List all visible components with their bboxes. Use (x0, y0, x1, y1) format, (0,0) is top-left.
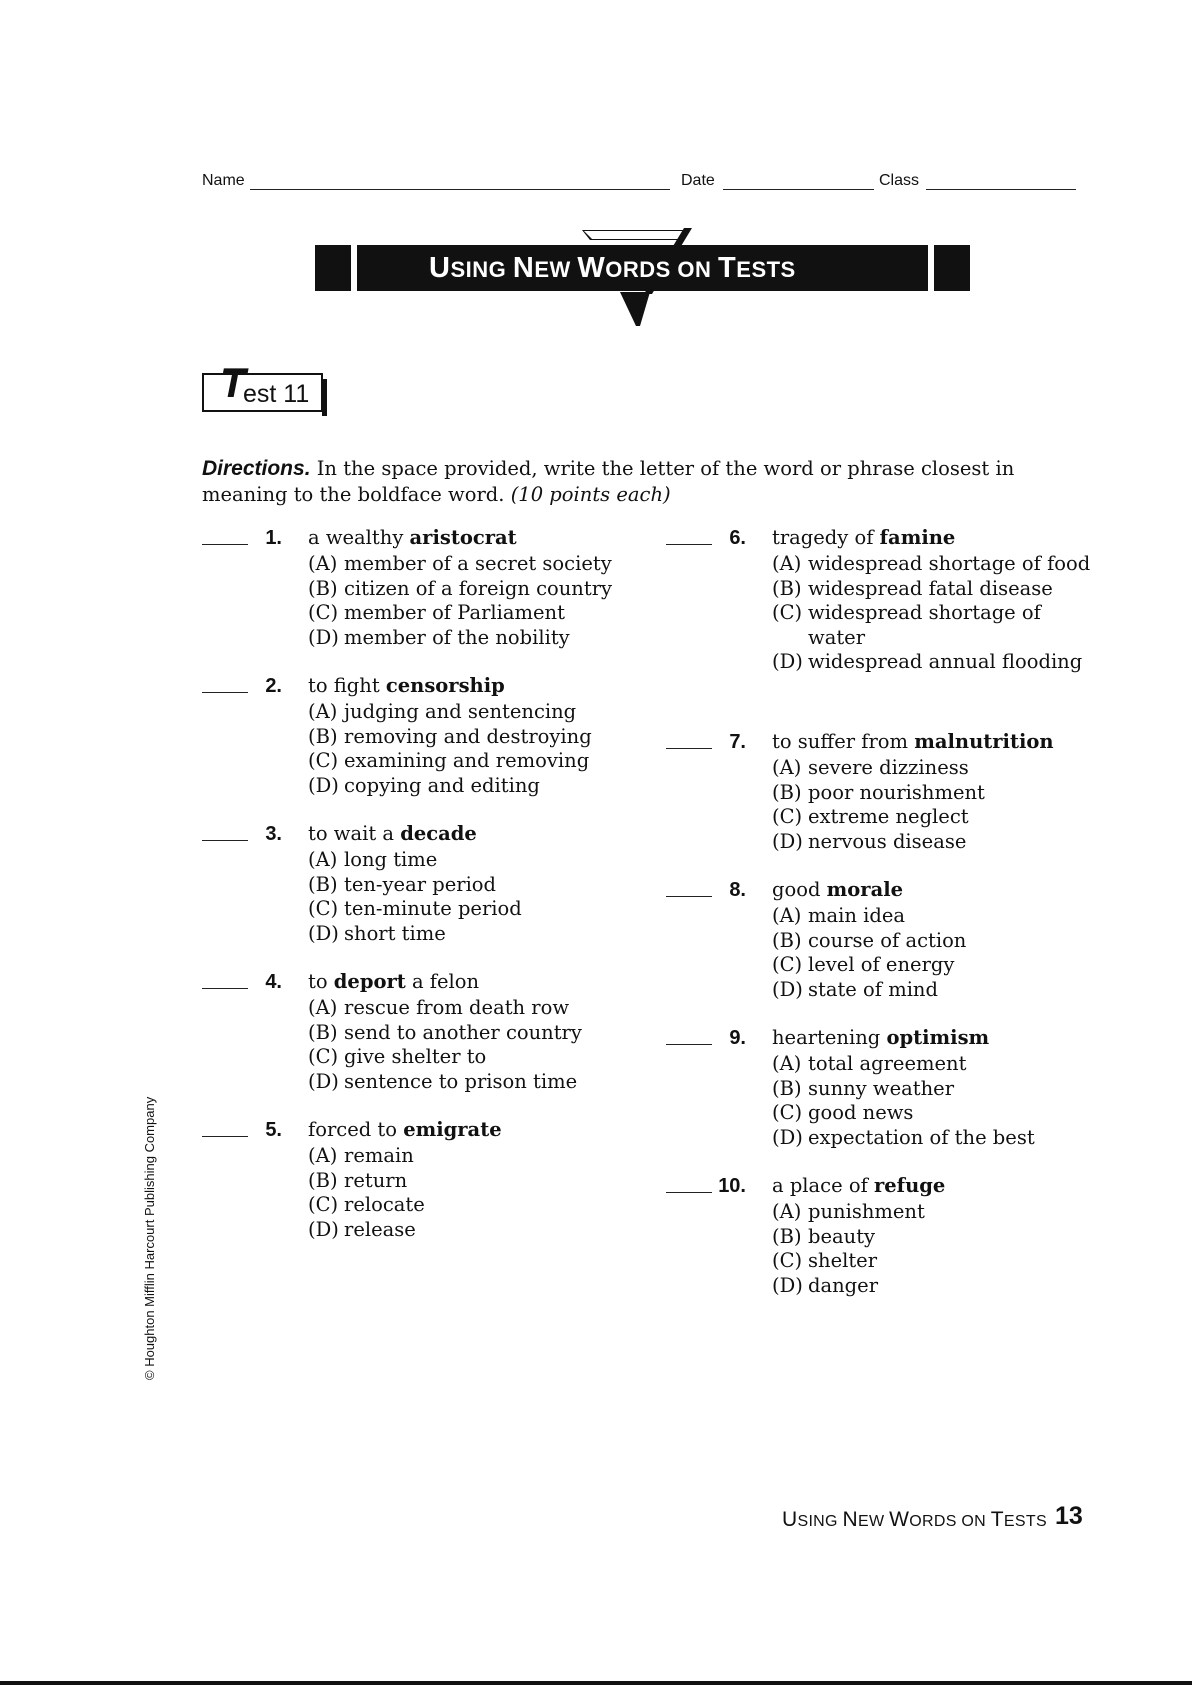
option (308, 601, 638, 626)
option-list (308, 552, 638, 650)
option-text: ten-year period (344, 872, 497, 896)
option-text: judging and sentencing (344, 700, 577, 723)
option-list (308, 996, 638, 1094)
option (772, 830, 1092, 855)
directions-text: In the space provided, write the letter of the word or phrase closest in meaning to the boldface word. (202, 457, 1015, 506)
option-text: extreme neglect (808, 805, 969, 828)
option (772, 978, 1092, 1003)
question-stem (772, 877, 903, 903)
question-stem (772, 525, 955, 551)
option-text: punishment (808, 1200, 925, 1223)
stem-text: good (772, 878, 827, 901)
option-letter: (C) (772, 805, 803, 828)
option-text: copying and editing (344, 773, 540, 797)
class-label: Class (879, 172, 920, 189)
boldface-word: optimism (886, 1026, 990, 1049)
footer-title-part-small-1: EW (858, 1513, 890, 1530)
banner-title (357, 245, 928, 291)
option (308, 996, 638, 1021)
option-text: long time (344, 848, 438, 871)
option-letter: (D) (772, 1125, 803, 1149)
option (308, 922, 638, 947)
option (308, 1193, 638, 1218)
option (308, 1045, 638, 1070)
option (308, 725, 638, 750)
question-number: 3. (265, 823, 282, 845)
option-text: examining and removing (344, 749, 590, 772)
option-text: rescue from death row (344, 996, 570, 1019)
question-stem (772, 729, 1054, 755)
option-text: give shelter to (344, 1045, 487, 1068)
option (772, 953, 1092, 978)
question-number: 9. (729, 1027, 746, 1049)
banner-title-part-big-1: N (512, 252, 535, 284)
footer-title-part-big-0: U (782, 1508, 798, 1531)
option (308, 774, 638, 799)
question-stem (308, 969, 479, 995)
boldface-word: decade (400, 822, 477, 845)
option-letter: (B) (308, 576, 338, 600)
option-text: severe dizziness (808, 756, 969, 779)
question-number: 4. (265, 971, 282, 993)
option (308, 1169, 638, 1194)
option-text: level of energy (808, 953, 955, 976)
option (308, 626, 638, 651)
option (772, 650, 1092, 675)
footer-title-part-small-0: SING (797, 1513, 843, 1530)
option-letter: (D) (308, 1069, 339, 1093)
footer-title-part-big-3: T (990, 1508, 1004, 1531)
option-text: poor nourishment (808, 780, 985, 804)
banner-title-part-big-0: U (429, 252, 451, 284)
option-list (308, 1144, 638, 1242)
option-list (772, 1052, 1092, 1150)
footer-title (782, 1508, 1047, 1532)
option (772, 1200, 1092, 1225)
copyright-notice: © Houghton Mifflin Harcourt Publishing Company (142, 1096, 157, 1380)
boldface-word: emigrate (403, 1118, 502, 1141)
option-text: removing and destroying (344, 724, 592, 748)
banner-left-block (315, 245, 351, 291)
option-list (308, 848, 638, 946)
option (772, 552, 1092, 577)
option-letter: (B) (308, 1168, 338, 1192)
option-text: citizen of a foreign country (344, 576, 613, 600)
option-text: main idea (808, 904, 905, 927)
option-text: expectation of the best (808, 1125, 1035, 1149)
option (308, 700, 638, 725)
option-letter: (D) (308, 625, 339, 649)
option-list (308, 700, 638, 798)
option-text: member of the nobility (344, 625, 570, 649)
option-list (772, 756, 1092, 854)
option (772, 904, 1092, 929)
option (772, 805, 1092, 830)
name-field[interactable] (250, 189, 670, 190)
option (772, 1052, 1092, 1077)
option-text: good news (808, 1101, 914, 1124)
option-text: sunny weather (808, 1076, 955, 1100)
question-number: 1. (265, 527, 282, 549)
option-letter: (A) (308, 996, 338, 1019)
option-letter: (D) (308, 1217, 339, 1241)
date-label: Date (681, 172, 715, 189)
option-letter: (B) (308, 1020, 338, 1044)
banner-title-part-small-2: ORDS ON (605, 257, 719, 282)
option-letter: (A) (308, 700, 338, 723)
option-letter: (D) (772, 650, 803, 673)
directions (202, 456, 1092, 508)
class-field[interactable] (926, 189, 1076, 190)
date-field[interactable] (723, 189, 874, 190)
boldface-word: famine (879, 526, 956, 549)
stem-text: a felon (405, 970, 480, 993)
question-number: 5. (265, 1119, 282, 1141)
option-letter: (C) (308, 601, 339, 624)
stem-text: to fight (308, 674, 386, 697)
option (308, 873, 638, 898)
footer-title-part-small-2: ORDS ON (909, 1513, 991, 1530)
question-stem (308, 673, 505, 699)
banner-title-part-big-2: W (577, 252, 606, 284)
option-text: shelter (808, 1249, 878, 1272)
option-text: sentence to prison time (344, 1069, 578, 1093)
banner-title-part-small-0: SING (450, 257, 513, 282)
option-text: danger (808, 1273, 879, 1297)
option-letter: (B) (772, 576, 802, 600)
option-letter: (C) (308, 897, 339, 920)
option-text: widespread shortage of water (808, 601, 1041, 649)
boldface-word: refuge (874, 1174, 946, 1197)
stem-text: tragedy of (772, 526, 880, 549)
option (772, 1249, 1092, 1274)
boldface-word: malnutrition (914, 730, 1054, 753)
option (772, 1077, 1092, 1102)
option-text: member of a secret society (344, 552, 612, 575)
option-letter: (A) (308, 1144, 338, 1167)
option-text: return (344, 1168, 408, 1192)
footer-title-part-small-3: ESTS (1003, 1513, 1047, 1530)
option-text: state of mind (808, 977, 938, 1001)
option-text: widespread fatal disease (808, 576, 1053, 600)
option (772, 577, 1092, 602)
option-text: member of Parliament (344, 601, 565, 624)
option (772, 601, 1092, 650)
question-number: 7. (729, 731, 746, 753)
question-number: 6. (729, 527, 746, 549)
boldface-word: aristocrat (409, 526, 517, 549)
option (308, 552, 638, 577)
option-letter: (C) (772, 1101, 803, 1124)
question-stem (308, 525, 517, 551)
question-number: 10. (718, 1175, 746, 1197)
option (772, 756, 1092, 781)
banner-right-block (934, 245, 970, 291)
option-letter: (D) (772, 829, 803, 853)
option-letter: (D) (772, 977, 803, 1001)
option-text: relocate (344, 1193, 425, 1216)
option-letter: (A) (772, 756, 802, 779)
option-letter: (B) (772, 1224, 802, 1248)
option-text: remain (344, 1144, 414, 1167)
stem-text: forced to (308, 1118, 404, 1141)
question-number: 8. (729, 879, 746, 901)
stem-text: a wealthy (308, 526, 410, 549)
option (308, 1021, 638, 1046)
option-letter: (C) (308, 1045, 339, 1068)
stem-text: to suffer from (772, 730, 915, 753)
option-letter: (C) (308, 749, 339, 772)
option-letter: (A) (772, 1052, 802, 1075)
option-list (772, 1200, 1092, 1298)
option-letter: (A) (772, 552, 802, 575)
option (308, 1070, 638, 1095)
directions-points: (10 points each) (510, 483, 671, 506)
option (772, 1126, 1092, 1151)
banner-title-part-big-3: T (718, 252, 737, 284)
option-letter: (A) (308, 848, 338, 871)
question-stem (308, 1117, 502, 1143)
question-stem (772, 1025, 989, 1051)
option-letter: (B) (772, 1076, 802, 1100)
option (308, 848, 638, 873)
option (772, 1274, 1092, 1299)
option-letter: (B) (308, 872, 338, 896)
footer-title-part-big-1: N (842, 1508, 858, 1531)
page-number: 13 (1055, 1502, 1083, 1530)
option (772, 781, 1092, 806)
option-text: total agreement (808, 1052, 967, 1075)
option-letter: (D) (308, 921, 339, 945)
option-letter: (A) (308, 552, 338, 575)
directions-lead: Directions. (202, 457, 311, 480)
option-text: release (344, 1217, 416, 1241)
banner-title-part-small-1: EW (534, 257, 578, 282)
bottom-rule (0, 1681, 1192, 1685)
option-letter: (A) (772, 904, 802, 927)
option (772, 929, 1092, 954)
option-letter: (B) (772, 780, 802, 804)
option-letter: (D) (308, 773, 339, 797)
option-text: widespread shortage of food (808, 552, 1091, 575)
option-letter: (B) (772, 928, 802, 952)
option (308, 577, 638, 602)
option-letter: (C) (772, 1249, 803, 1272)
option-letter: (B) (308, 724, 338, 748)
boldface-word: deport (333, 970, 406, 993)
question-stem (308, 821, 477, 847)
option (772, 1101, 1092, 1126)
option-text: ten-minute period (344, 897, 522, 920)
stem-text: to wait a (308, 822, 401, 845)
option-text: nervous disease (808, 829, 967, 853)
boldface-word: censorship (385, 674, 505, 697)
option-letter: (D) (772, 1273, 803, 1297)
stem-text: heartening (772, 1026, 887, 1049)
test-label-initial: T (220, 359, 246, 406)
option-text: short time (344, 921, 446, 945)
name-label: Name (202, 172, 245, 189)
option (308, 749, 638, 774)
option (772, 1225, 1092, 1250)
test-label: est 11 (243, 380, 310, 408)
option-letter: (C) (772, 601, 803, 624)
option-letter: (C) (308, 1193, 339, 1216)
question-number: 2. (265, 675, 282, 697)
option-list (772, 904, 1092, 1002)
option-text: course of action (808, 928, 967, 952)
option (308, 1218, 638, 1243)
option-list (772, 552, 1092, 675)
option-text: send to another country (344, 1020, 582, 1044)
stem-text: a place of (772, 1174, 874, 1197)
stem-text: to (308, 970, 334, 993)
option (308, 1144, 638, 1169)
footer-title-part-big-2: W (889, 1508, 910, 1531)
option-text: widespread annual flooding (808, 650, 1083, 673)
option-letter: (C) (772, 953, 803, 976)
option-text: beauty (808, 1224, 876, 1248)
banner-title-part-small-3: ESTS (736, 257, 796, 282)
option-letter: (A) (772, 1200, 802, 1223)
option (308, 897, 638, 922)
question-stem (772, 1173, 945, 1199)
boldface-word: morale (826, 878, 904, 901)
